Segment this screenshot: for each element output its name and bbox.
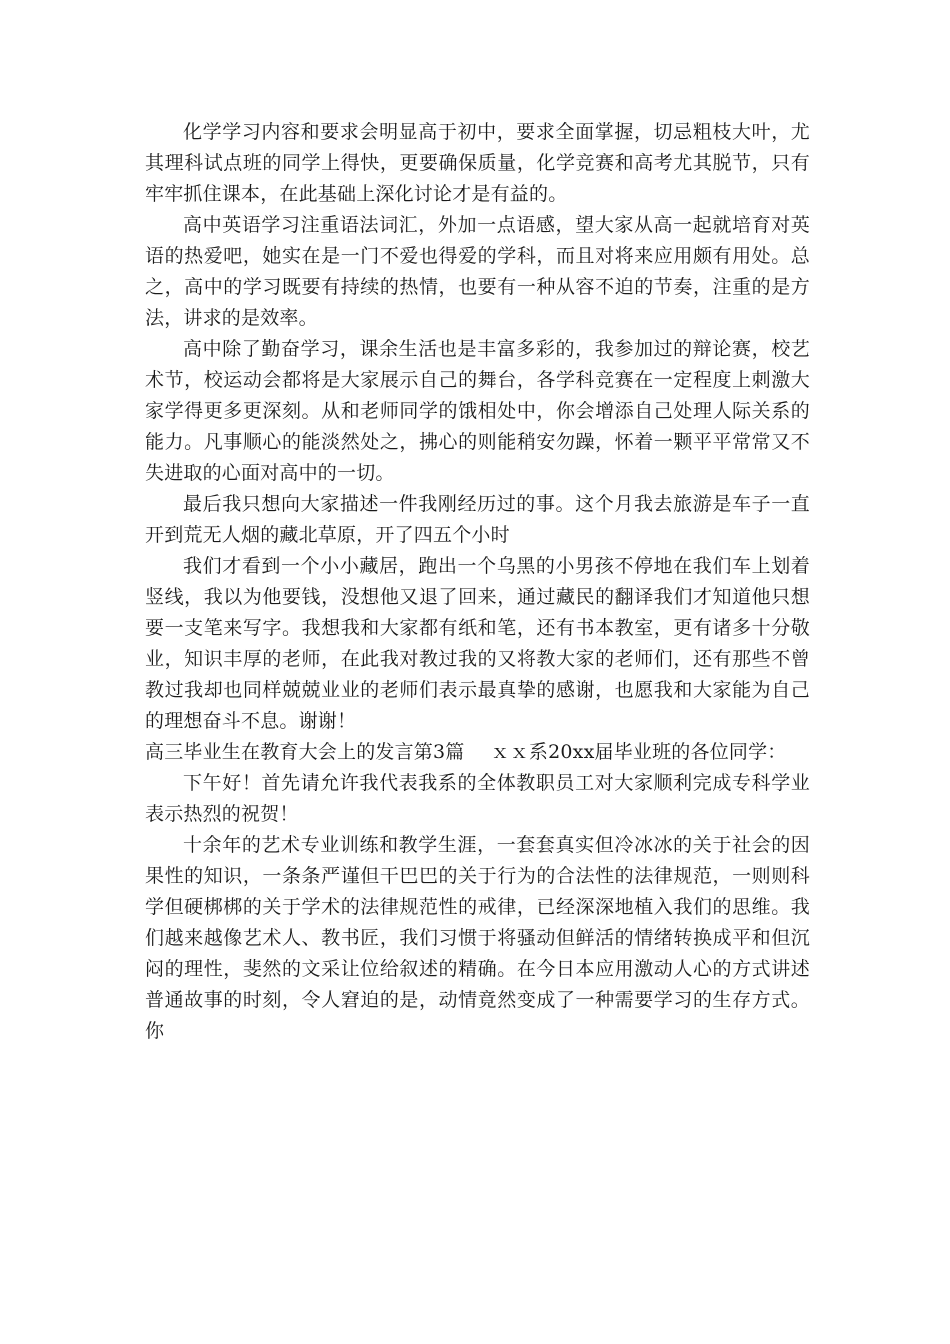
paragraph-art-teaching: 十余年的艺术专业训练和教学生涯，一套套真实但冷冰冰的关于社会的因果性的知识，一条条严谨但干巴巴的关于行为的合法性的法律规范，一则则科学但硬梆梆的关于学术的法律规范性的戒律，已经深深地植入我们的思维。我们越来越像艺术人、教书匠，我们习惯于将骚动但鲜活的情绪转换成平和但沉闷的理性，斐然的文采让位给叙述的精确。在今日本应用激动人心的方式讲述普通故事的时刻，令人窘迫的是，动情竟然变成了一种需要学习的生存方式。你	[145, 834, 810, 1042]
paragraph-tibet-story: 我们才看到一个小小藏居，跑出一个乌黑的小男孩不停地在我们车上划着竖线，我以为他要钱，没想他又退了回来，通过藏民的翻译我们才知道他只想要一支笔来写字。我想我和大家都有纸和笔，还有书本教室，更有诸多十分敬业，知识丰厚的老师，在此我对教过我的又将教大家的老师们，还有那些不曾教过我却也同样兢兢业业的老师们表示最真挚的感谢，也愿我和大家能为自己的理想奋斗不息。谢谢！	[145, 555, 810, 732]
section-greeting: ｘｘ系20xx届毕业班的各位同学：	[490, 741, 787, 763]
paragraph-chemistry: 化学学习内容和要求会明显高于初中，要求全面掌握，切忌粗枝大叶，尤其理科试点班的同学上得快，更要确保质量，化学竞赛和高考尤其脱节，只有牢牢抓住课本，在此基础上深化讨论才是有益的。	[145, 121, 810, 205]
paragraph-english: 高中英语学习注重语法词汇，外加一点语感，望大家从高一起就培育对英语的热爱吧，她实在是一门不爱也得爱的学科，而且对将来应用颇有用处。总之，高中的学习既要有持续的热情，也要有一种从容不迫的节奏，注重的是方法，讲求的是效率。	[145, 214, 810, 329]
document-body	[145, 117, 810, 1047]
section-heading	[145, 737, 810, 768]
paragraph-travel: 最后我只想向大家描述一件我刚经历过的事。这个月我去旅游是车子一直开到荒无人烟的藏北草原，开了四五个小时	[145, 493, 810, 546]
paragraph-extracurricular: 高中除了勤奋学习，课余生活也是丰富多彩的，我参加过的辩论赛，校艺术节，校运动会都将是大家展示自己的舞台，各学科竞赛在一定程度上刺激大家学得更多更深刻。从和老师同学的饿相处中，你会增添自己处理人际关系的能力。凡事顺心的能淡然处之，拂心的则能稍安勿躁，怀着一颗平平常常又不失进取的心面对高中的一切。	[145, 338, 810, 484]
paragraph-congratulations: 下午好！首先请允许我代表我系的全体教职员工对大家顺利完成专科学业表示热烈的祝贺！	[145, 772, 810, 825]
section-title: 高三毕业生在教育大会上的发言第3篇	[145, 741, 465, 763]
